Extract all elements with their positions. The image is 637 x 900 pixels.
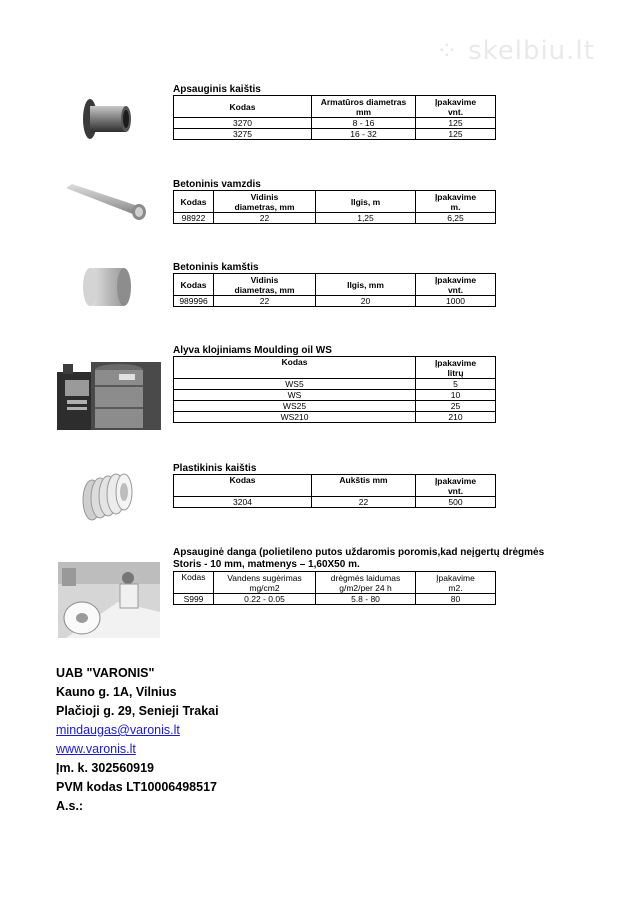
header-cell: Kodas [174, 274, 214, 296]
product-table [173, 95, 496, 140]
header-cell: Armatūros diametras mm [312, 96, 416, 118]
product-table [173, 571, 496, 605]
table-row: 3275 16 - 32 125 [174, 129, 496, 140]
table-row: 98922 22 1,25 6,25 [174, 213, 496, 224]
product-table [173, 273, 496, 307]
plastic-pin-image [76, 470, 136, 524]
table-row: WS5 5 [174, 379, 496, 390]
header-cell: Įpakavime m2. [416, 572, 496, 594]
table-row: 3270 8 - 16 125 [174, 118, 496, 129]
table-row: 989996 22 20 1000 [174, 296, 496, 307]
section-title: Apsauginis kaištis [173, 84, 261, 95]
header-cell: Kodas [174, 191, 214, 213]
header-cell: Kodas [174, 96, 312, 118]
website-link[interactable]: www.varonis.lt [56, 742, 136, 756]
concrete-plug-image [80, 264, 136, 310]
header-cell: Kodas [174, 475, 312, 497]
header-cell: Įpakavime litrų [416, 357, 496, 379]
table-row: WS 10 [174, 390, 496, 401]
protective-foam-roll-image [58, 562, 160, 638]
section-subtitle: Storis - 10 mm, matmenys – 1,60X50 m. [173, 559, 360, 570]
header-cell: Įpakavime vnt. [416, 475, 496, 497]
product-table [173, 356, 496, 423]
email-link[interactable]: mindaugas@varonis.lt [56, 723, 180, 737]
concrete-pipe-image [64, 182, 148, 226]
header-cell: Kodas [174, 572, 214, 594]
section-title: Betoninis kamštis [173, 262, 259, 273]
section-title: Betoninis vamzdis [173, 179, 261, 190]
oil-containers-image [57, 362, 161, 430]
company-code: Įm. k. 302560919 [56, 761, 154, 775]
product-table [173, 474, 496, 508]
header-cell: Aukštis mm [312, 475, 416, 497]
header-cell: Vandens sugėrimas mg/cm2 [214, 572, 316, 594]
header-cell: Kodas [174, 357, 416, 379]
header-cell: drėgmės laidumas g/m2/per 24 h [316, 572, 416, 594]
dots-icon: ⁘ [436, 36, 469, 66]
protective-pin-image [78, 96, 136, 142]
table-row: 3204 22 500 [174, 497, 496, 508]
company-info [56, 664, 219, 816]
header-cell: Vidinis diametras, mm [214, 274, 316, 296]
table-row: S999 0.22 - 0.05 5.8 - 80 80 [174, 594, 496, 605]
company-address-2: Plačioji g. 29, Senieji Trakai [56, 704, 219, 718]
section-title: Alyva klojiniams Moulding oil WS [173, 345, 332, 356]
section-title: Plastikinis kaištis [173, 463, 257, 474]
product-table [173, 190, 496, 224]
header-cell: Ilgis, mm [316, 274, 416, 296]
header-cell: Įpakavime vnt. [416, 96, 496, 118]
company-name: UAB "VARONIS" [56, 666, 155, 680]
table-row: WS25 25 [174, 401, 496, 412]
section-title: Apsauginė danga (polietileno putos uždaromis poromis,kad neįgertų drėgmės [173, 547, 545, 558]
vat-code: PVM kodas LT10006498517 [56, 780, 217, 794]
watermark-label: skelbiu.lt [468, 36, 595, 66]
bank-account: A.s.: [56, 799, 84, 813]
header-cell: Įpakavime m. [416, 191, 496, 213]
header-cell: Ilgis, m [316, 191, 416, 213]
company-address-1: Kauno g. 1A, Vilnius [56, 685, 177, 699]
table-row: WS210 210 [174, 412, 496, 423]
header-cell: Įpakavime vnt. [416, 274, 496, 296]
watermark-text [436, 36, 595, 66]
header-cell: Vidinis diametras, mm [214, 191, 316, 213]
